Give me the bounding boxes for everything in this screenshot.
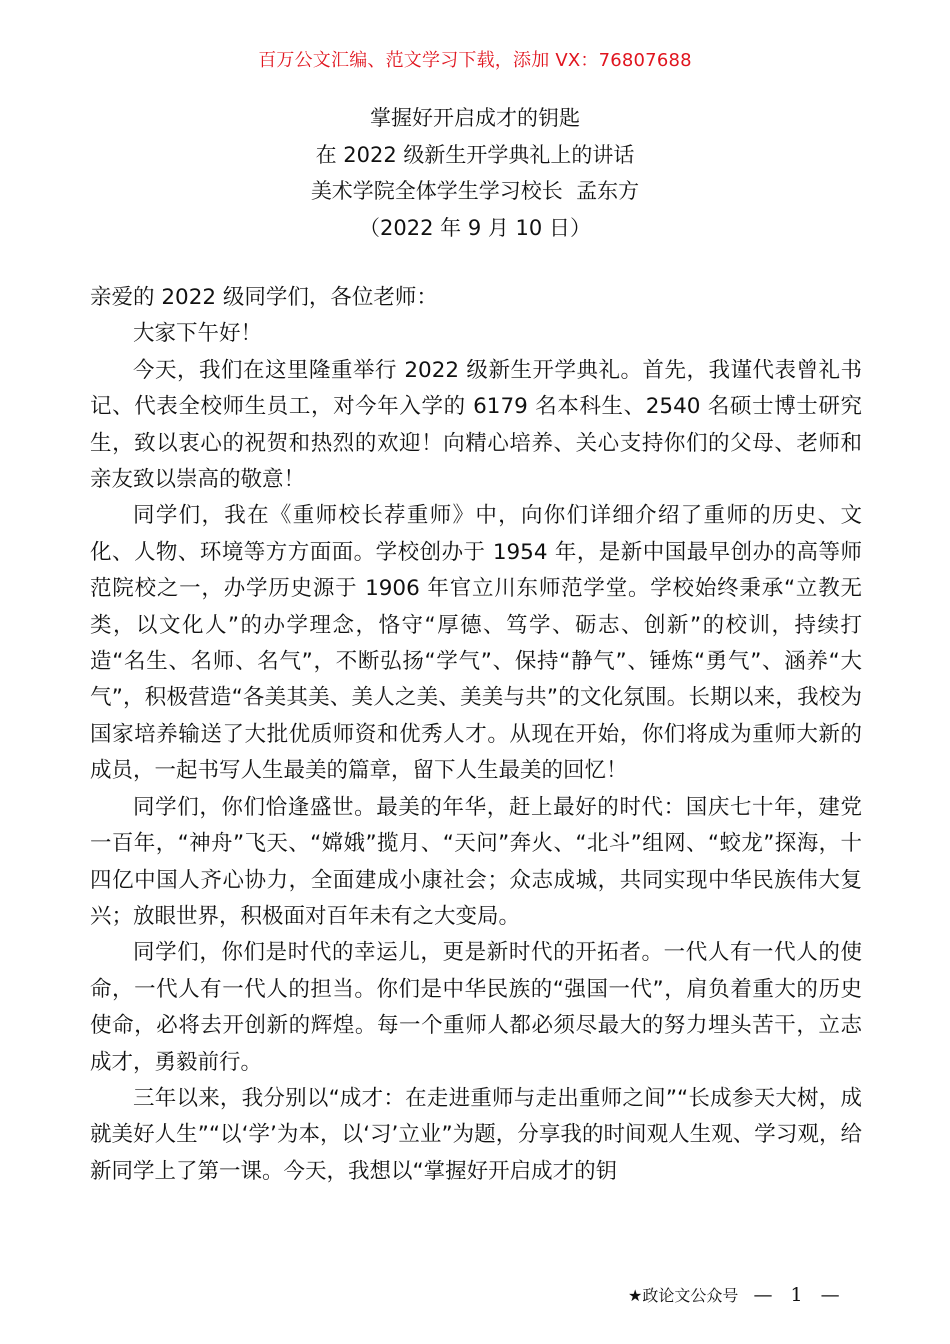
speaker-line: 美术学院全体学生学习校长 孟东方 <box>310 179 640 203</box>
paragraph-welcome: 今天，我们在这里隆重举行 2022 级新生开学典礼。首先，我谨代表曾礼书记、代表全校师生员工，对今年入学的 6179 名本科生、2540 名硕士博士研究生，致以衷心的祝贺和热烈的欢迎！向精心培养、关心支持你们的父母、老师和亲友致以崇高的敬意！ <box>90 357 862 493</box>
watermark-banner: 百万公文汇编、范文学习下载，添加 VX：76807688 <box>258 50 692 71</box>
speech-date: （2022 年 9 月 10 日） <box>359 215 591 240</box>
speech-body <box>90 280 862 1190</box>
page-number: — 1 — <box>753 1284 846 1306</box>
footer-source: ★政论文公众号 <box>628 1286 739 1305</box>
salutation: 亲爱的 2022 级同学们，各位老师： <box>90 285 438 310</box>
paragraph-greeting: 大家下午好！ <box>133 321 263 347</box>
paragraph-school-history: 同学们，我在《重师校长荐重师》中，向你们详细介绍了重师的历史、文化、人物、环境等方方面面。学校创办于 1954 年，是新中国最早创办的高等师范院校之一，办学历史源于 1906 年官立川东师范学堂。学校始终秉承“立教无类，以文化人”的办学理念，恪守“厚德、笃学、砺志、创新”的校训，持续打造“名生、名师、名气”，不断弘扬“学气”、保持“静气”、锤炼“勇气”、涵养“大气”，积极营造“各美其美、美人之美、美美与共”的文化氛围。长期以来，我校为国家培养输送了大批优质师资和优秀人才。从现在开始，你们将成为重师大新的成员，一起书写人生最美的篇章，留下人生最美的回忆！ <box>90 503 862 784</box>
paragraph-era: 同学们，你们恰逢盛世。最美的年华，赶上最好的时代：国庆七十年，建党一百年，“神舟”飞天、“嫦娥”揽月、“天问”奔火、“北斗”组网、“蛟龙”探海，十四亿中国人齐心协力，全面建成小康社会；众志成城，共同实现中华民族伟大复兴；放眼世界，积极面对百年未有之大变局。 <box>90 794 862 929</box>
title-block <box>0 100 950 246</box>
paragraph-mission: 同学们，你们是时代的幸运儿，更是新时代的开拓者。一代人有一代人的使命，一代人有一代人的担当。你们是中华民族的“强国一代”，肩负着重大的历史使命，必将去开创新的辉煌。每一个重师人都必须尽最大的努力埋头苦干，立志成才，勇毅前行。 <box>90 940 862 1075</box>
paragraph-first-lesson: 三年以来，我分别以“成才：在走进重师与走出重师之间”“长成参天大树，成就美好人生”“以‘学’为本，以‘习’立业”为题，分享我的时间观人生观、学习观，给新同学上了第一课。今天，我想以“掌握好开启成才的钥 <box>90 1085 862 1184</box>
document-subtitle: 在 2022 级新生开学典礼上的讲话 <box>315 142 635 167</box>
document-title: 掌握好开启成才的钥匙 <box>370 106 580 130</box>
page-footer <box>628 1283 846 1306</box>
